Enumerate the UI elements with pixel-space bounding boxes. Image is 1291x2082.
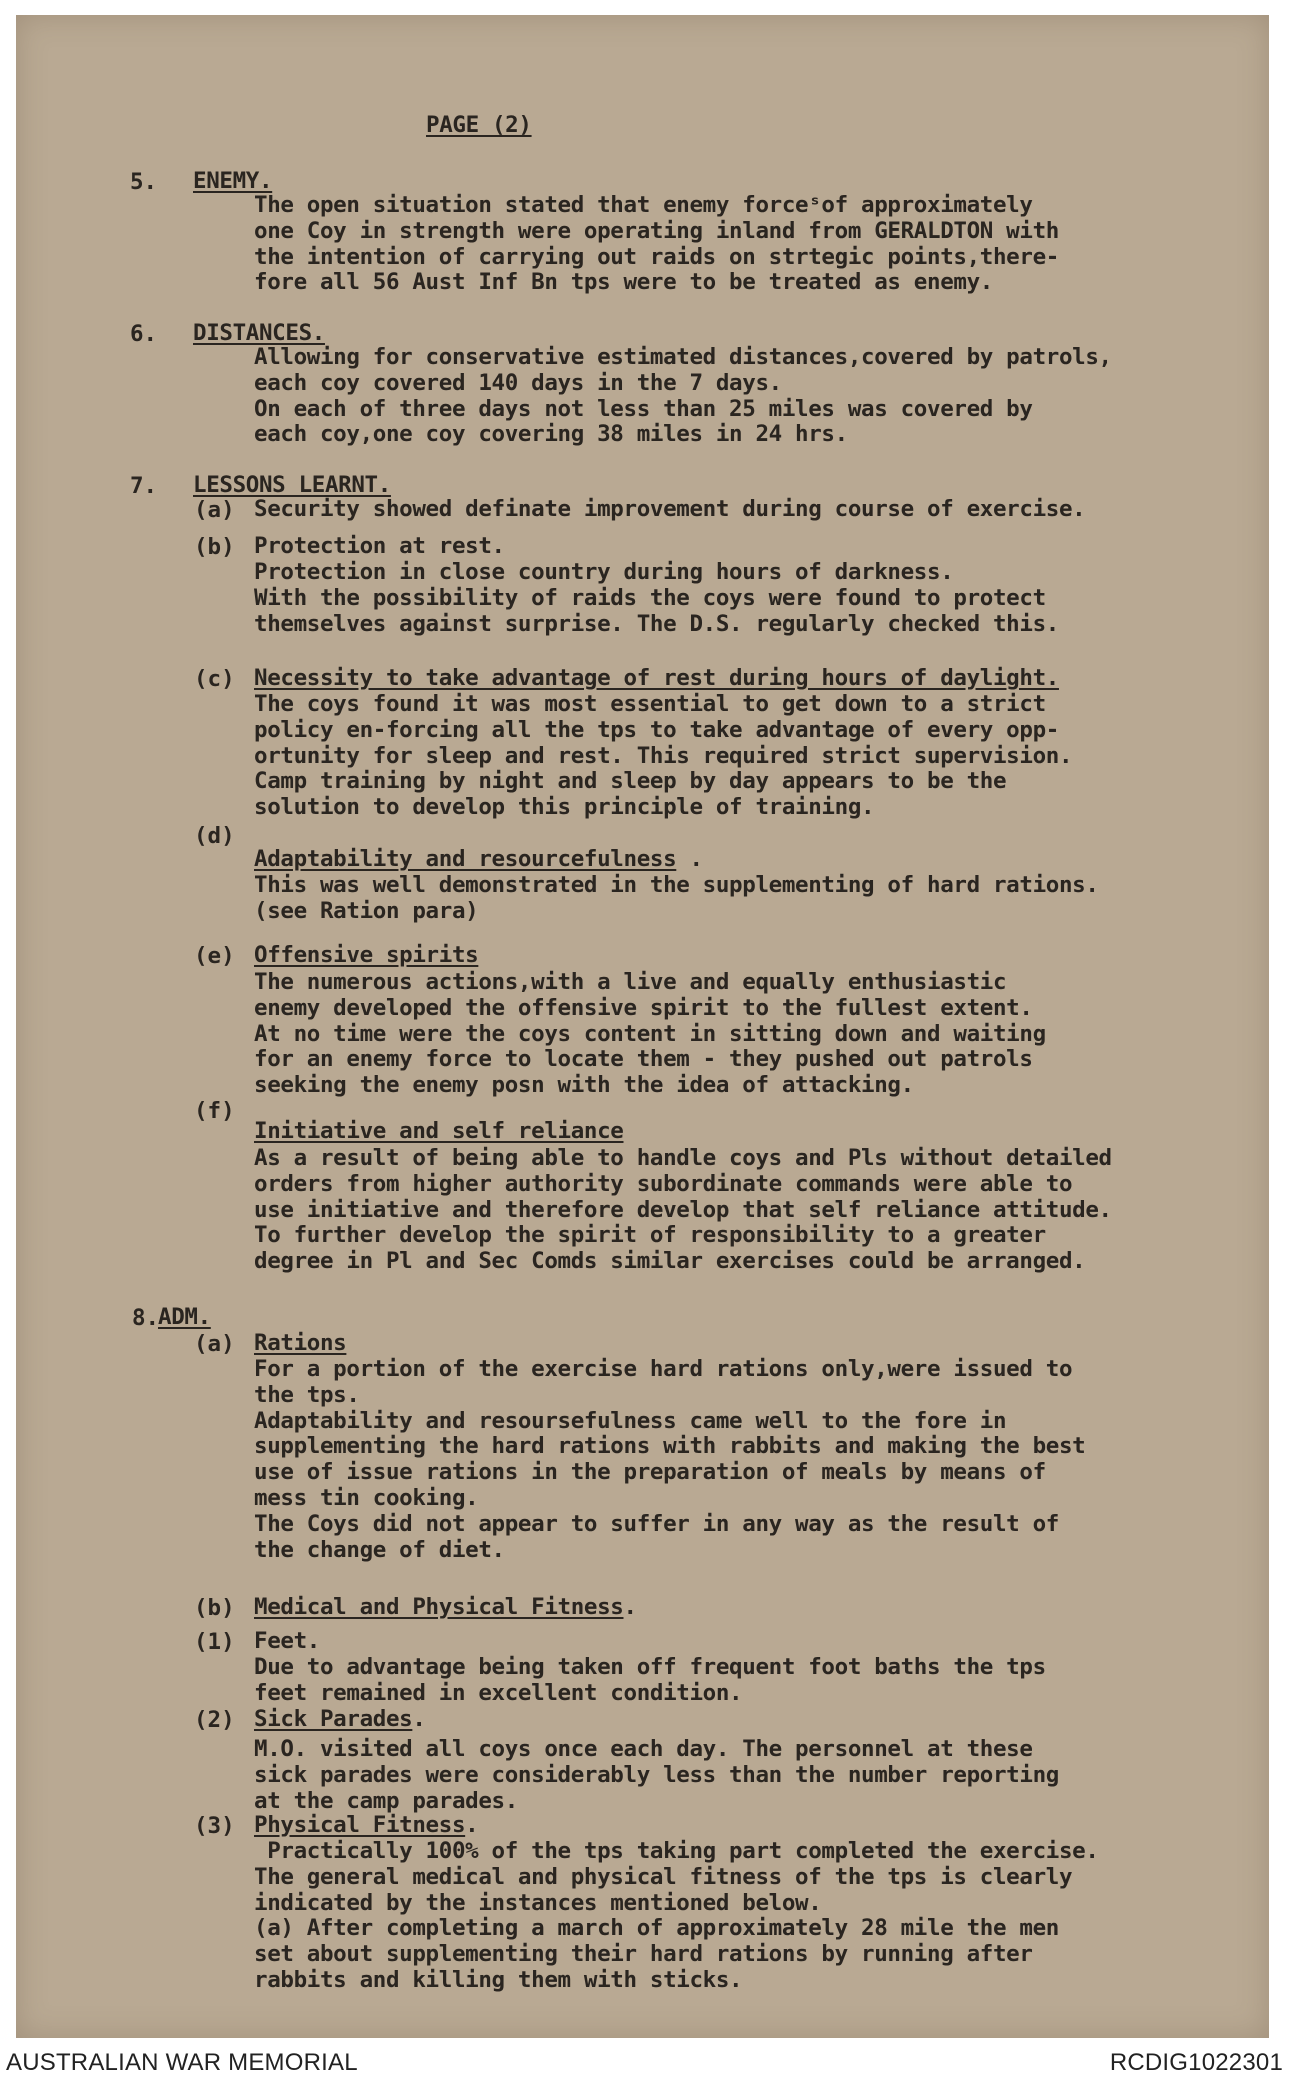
lesson-c-heading: Necessity to take advantage of rest during hours of daylight. [254,665,1059,691]
subsection-label: (3) [194,1813,235,1839]
lesson-d-text: This was well demonstrated in the supplementing of hard rations. (see Ration para) [254,872,1099,924]
page-title: PAGE (2) [426,112,532,138]
subsection-label: (c) [194,666,235,692]
subsection-label: (1) [194,1629,235,1655]
adm-b-heading: Medical and Physical Fitness [254,1594,624,1620]
adm-b-heading-line [254,1595,637,1621]
subsection-label: (a) [194,497,235,523]
section-heading-lessons: LESSONS LEARNT. [193,472,391,498]
adm-b3-text: Practically 100% of the tps taking part completed the exercise. The general medical and physical fitness of the tps is clearly indicated by the instances mentioned below. (a) After completing a march of approximately 28 mile the men set about supplementing their hard rations by running after rabbits and killing them with sticks. [254,1838,1099,1993]
section-text-enemy: The open situation stated that enemy forceˢof approximately one Coy in strength were operating inland from GERALDTON with the intention of carrying out raids on strtegic points,there- fore all 56 Aust Inf Bn tps were to be treated as enemy. [254,192,1059,296]
footer-id: RCDIG1022301 [1109,2049,1283,2076]
subsection-label: (e) [194,943,235,969]
lesson-e-text: The numerous actions,with a live and equally enthusiastic enemy developed the offensive spirit to the fullest extent. At no time were the coys content in sitting down and waiting for an enemy force to locate them - they pushed out patrols seeking the enemy posn with the idea of attacking. [254,969,1046,1099]
subsection-label: (2) [194,1707,235,1733]
adm-a-text: For a portion of the exercise hard rations only,were issued to the tps. Adaptability and resoursefulness came well to the fore in supplementing the hard rations with rabbits and making the best use of issue rations in the preparation of meals by means of mess tin cooking. The Coys did not appear to suffer in any way as the result of the change of diet. [254,1356,1086,1563]
lesson-b-heading: Protection at rest. [254,533,505,559]
adm-b-heading-suffix: . [623,1594,637,1620]
lesson-c-text: The coys found it was most essential to get down to a strict policy en-forcing all the tps to take advantage of every opp- ortunity for sleep and rest. This required strict supervision. Camp training by night and sleep by day appears to be the solution to develop this principle of training. [254,691,1073,821]
lesson-f-text: As a result of being able to handle coys and Pls without detailed orders from higher authority subordinate commands were able to use initiative and therefore develop that self reliance attitude. To further develop the spirit of responsibility to a greater degree in Pl and Sec Comds similar exercises could be arranged. [254,1145,1112,1275]
adm-b3-heading-suffix: . [465,1812,479,1838]
lesson-d-heading-line [254,847,703,873]
adm-b1-text: Due to advantage being taken off frequent foot baths the tps feet remained in excellent condition. [254,1654,1046,1706]
adm-b2-heading-suffix: . [412,1706,426,1732]
adm-b3-heading: Physical Fitness [254,1812,466,1838]
subsection-label: (d) [194,823,235,849]
document-page [16,15,1269,2038]
adm-a-heading: Rations [254,1330,347,1356]
footer-source: AUSTRALIAN WAR MEMORIAL [6,2049,358,2076]
adm-b2-text: M.O. visited all coys once each day. The personnel at these sick parades were considerably less than the number reporting at the camp parades. [254,1736,1059,1814]
subsection-label: (b) [194,534,235,560]
adm-b2-heading-line [254,1707,426,1733]
subsection-label: (a) [194,1331,235,1357]
section-number: 5. [130,169,158,195]
adm-b1-heading: Feet. [254,1628,320,1654]
lesson-e-heading: Offensive spirits [254,942,479,968]
section-text-distances: Allowing for conservative estimated distances,covered by patrols, each coy covered 140 days in the 7 days. On each of three days not less than 25 miles was covered by each coy,one coy covering 38 miles in 24 hrs. [254,344,1112,448]
section-heading-adm: ADM. [158,1304,211,1330]
section-number: 7. [130,473,158,499]
adm-b2-heading: Sick Parades [254,1706,413,1732]
lesson-d-heading-suffix: . [676,846,703,872]
lesson-b-text: Protection in close country during hours of darkness. With the possibility of raids the coys were found to protect themselves against surprise. The D.S. regularly checked this. [254,559,1059,637]
section-number: 6. [130,321,158,347]
lesson-f-heading: Initiative and self reliance [254,1118,624,1144]
section-number: 8. [132,1305,160,1331]
subsection-label: (f) [194,1098,235,1124]
lesson-a-text: Security showed definate improvement during course of exercise. [254,496,1086,522]
lesson-d-heading: Adaptability and resourcefulness [254,846,677,872]
subsection-label: (b) [194,1595,235,1621]
section-heading-distances: DISTANCES. [193,320,325,346]
adm-b3-heading-line [254,1813,478,1839]
section-heading-enemy: ENEMY. [193,168,273,194]
